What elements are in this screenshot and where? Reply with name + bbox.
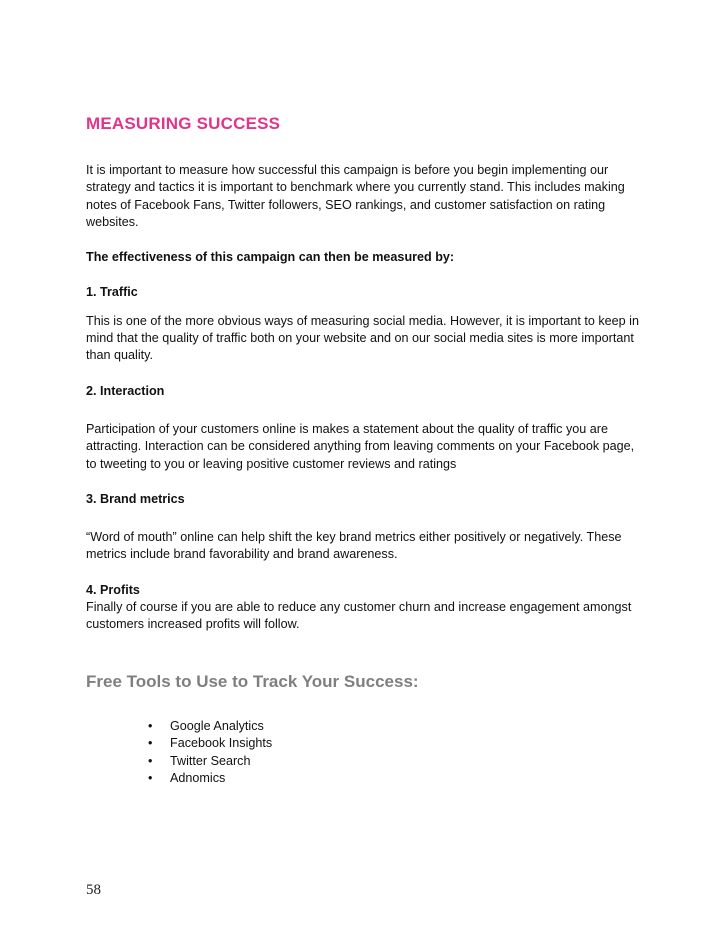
bullet-icon: • bbox=[148, 736, 153, 751]
tool-label: Adnomics bbox=[170, 771, 226, 786]
measured-by-heading: The effectiveness of this campaign can then be measured by: bbox=[86, 250, 455, 265]
list-item bbox=[148, 718, 646, 736]
tool-label: Twitter Search bbox=[170, 753, 251, 768]
list-item bbox=[148, 770, 646, 788]
bullet-icon: • bbox=[148, 771, 153, 786]
list-item bbox=[148, 753, 646, 771]
page-title: MEASURING SUCCESS bbox=[86, 114, 281, 133]
section-body-traffic: This is one of the more obvious ways of measuring social media. However, it is important to keep in mind that the quality of traffic both on your website and on our social media sites is more important than quality. bbox=[86, 313, 639, 363]
section-heading-interaction: 2. Interaction bbox=[86, 383, 165, 398]
tools-list bbox=[86, 718, 646, 788]
section-heading-brand-metrics: 3. Brand metrics bbox=[86, 491, 185, 506]
list-item bbox=[148, 735, 646, 753]
section-heading-profits: 4. Profits bbox=[86, 582, 140, 597]
section-body-interaction: Participation of your customers online is makes a statement about the quality of traffic you are attracting. Interaction can be considered anything from leaving comments on your Facebook page, to tweeting to you or leaving positive customer reviews and ratings bbox=[86, 421, 635, 471]
page-number: 58 bbox=[86, 882, 101, 898]
tool-label: Facebook Insights bbox=[170, 736, 273, 751]
bullet-icon: • bbox=[148, 718, 153, 733]
bullet-icon: • bbox=[148, 753, 153, 768]
intro-paragraph: It is important to measure how successful this campaign is before you begin implementing our strategy and tactics it is important to benchmark where you currently stand. This includes making notes of Facebook Fans, Twitter followers, SEO rankings, and customer satisfaction on rating websites. bbox=[86, 163, 625, 229]
section-body-profits: Finally of course if you are able to reduce any customer churn and increase engagement amongst customers increased profits will follow. bbox=[86, 600, 632, 632]
section-heading-traffic: 1. Traffic bbox=[86, 285, 138, 300]
tool-label: Google Analytics bbox=[170, 718, 264, 733]
tools-heading: Free Tools to Use to Track Your Success: bbox=[86, 671, 419, 691]
section-body-brand-metrics: “Word of mouth” online can help shift the key brand metrics either positively or negatively. These metrics include brand favorability and brand awareness. bbox=[86, 530, 622, 562]
page-content bbox=[86, 114, 646, 788]
